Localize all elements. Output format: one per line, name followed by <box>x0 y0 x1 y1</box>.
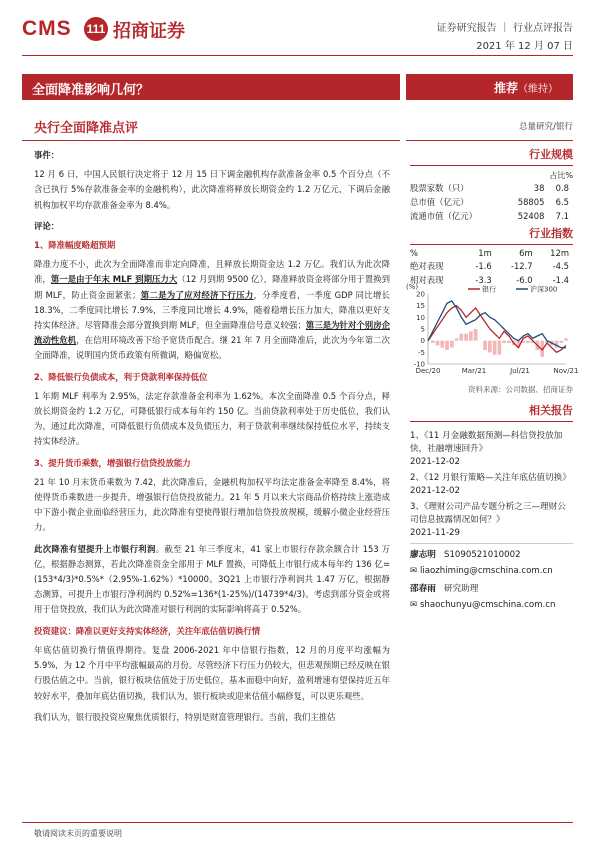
related-reports-box <box>410 402 573 543</box>
section-3-text: 21 年 10 月末货币乘数为 7.42，此次降准后，金融机构加权平均法定准备金率降至 8.4%，将使得货币乘数进一步提升，增强银行信贷投放能力。21 年 5 月以来大宗商品价格持续上涨造成中下游小微企业面临经营压力，此次降准有望使得银行增加信贷投放规模，缓解小微企业经营压力。 <box>34 476 390 533</box>
industry-index-box <box>410 225 573 287</box>
bar <box>493 341 497 355</box>
rating-note: （维持） <box>518 84 559 95</box>
index-chart <box>404 280 579 380</box>
rating: 推荐 <box>494 81 519 95</box>
analyst-email[interactable]: shaochunyu@cmschina.com.cn <box>419 600 556 610</box>
bar <box>474 329 478 341</box>
related-title: 相关报告 <box>529 404 573 417</box>
bar <box>459 334 463 341</box>
section-1-title: 1、降准幅度略超预期 <box>34 240 116 251</box>
main-body <box>34 146 390 731</box>
bar <box>498 341 502 355</box>
bar <box>483 341 487 350</box>
investment-text: 年底估值切换行情值得期待。复盘 2006-2021 年中信银行指数，12 月的月度平均涨幅为 5.9%，为 12 个月中平均涨幅最高的月份。尽管经济下行压力仍较大，但悲观预期已经反映在银行股估值之中。当前，银行板块估值处于历史低位，基本面稳中向好，盈利增速有望保持近五年较好水平，叠加年底估值切换，我们认为，银行板块或迎来估值小幅修复，可以更乐观些。 <box>34 644 390 701</box>
bar <box>445 341 449 350</box>
y-tick-label: 15 <box>416 302 425 311</box>
table-row: 绝对表现 -1.6 -12.7 -4.5 <box>410 261 569 271</box>
bar <box>464 334 468 341</box>
table-row: 总市值（亿元） 58805 6.5 <box>410 197 569 207</box>
bar <box>440 341 444 348</box>
analyst-email[interactable]: liaozhiming@cmschina.com.cn <box>419 566 553 576</box>
y-tick-label: 5 <box>420 325 425 334</box>
x-tick-label: Mar/21 <box>461 367 487 375</box>
bar <box>502 341 506 343</box>
industry-scale-box <box>410 146 573 223</box>
header-divider <box>22 55 573 56</box>
analyst-name: 廖志明 <box>410 550 436 560</box>
bar <box>559 341 563 343</box>
y-tick-label: 20 <box>416 290 425 299</box>
list-item[interactable]: 3、《理财公司产品专题分析之三—理财公司信息披露情况如何？》 2021-11-29 <box>410 502 566 538</box>
report-title: 全面降准影响几何？ <box>32 83 150 98</box>
chart-source: 资料来源：公司数据、招商证券 <box>468 385 573 394</box>
analyst-box <box>410 543 573 610</box>
bar <box>436 341 440 346</box>
bar <box>507 341 511 343</box>
section-1-text: 降准力度不小，此次为全面降准而非定向降准，且释放长期资金达 1.2 万亿。我们认为此次降准，第一是由于年末 MLF 到期压力大（12 月到期 9500 亿），降准释放资金将部分用于置换到期 MLF，防止资金面紧张；第二是为了应对经济下行压力，分季度看，一季度 GDP 同比增长 18.3%，二季度同比增长 7.9%，三季度同比增长 4.9%，随着稳增长压力加大，降准以更好支持实体经济。尽管降准会部分置换到期 MLF，但全面降准信号意义较强；第三是为针对个别房企流动性危机，在信用环境改善下给予宽货币配合。继 21 年 7 月全面降准后，此次为今年第二次全面降准，说明国内货币政策有所微调，略偏宽松。 <box>34 259 391 361</box>
analyst-id: S1090521010002 <box>444 550 521 560</box>
logo-badge-icon: 111 <box>84 17 108 41</box>
list-item[interactable]: 1、《11 月金融数据预测—科信贷投放加快，社融增速回升》 2021-12-02 <box>410 431 563 467</box>
title-bar <box>22 74 400 100</box>
scale-title: 行业规模 <box>529 148 573 161</box>
x-tick-label: Nov/21 <box>553 367 579 375</box>
analyst-role: 研究助理 <box>444 584 479 594</box>
scale-unit: 占比% <box>549 171 573 180</box>
footer-divider <box>22 822 573 823</box>
bar <box>526 341 530 343</box>
section-2-title: 2、降低银行负债成本，利于贷款利率保持低位 <box>34 371 208 382</box>
x-tick-label: Jul/21 <box>510 367 530 375</box>
footer-disclaimer: 敬请阅读末页的重要说明 <box>34 829 122 838</box>
bar <box>431 341 435 343</box>
report-category: 总量研究/银行 <box>519 122 573 132</box>
bar <box>455 338 459 340</box>
y-tick-label: -10 <box>413 360 425 369</box>
investment-title: 投资建议：降准以更好支持实体经济，关注年底估值切换行情 <box>34 625 261 636</box>
report-date: 2021 年 12 月 07 日 <box>476 41 573 52</box>
y-tick-label: 10 <box>416 313 425 322</box>
table-row: 流通市值（亿元） 52408 7.1 <box>410 211 569 221</box>
closing-text: 我们认为，银行股投资应聚焦优质银行，特别是财富管理银行。当前，我们主推估 <box>34 711 336 722</box>
subtitle-divider-left <box>22 140 400 141</box>
subtitle-divider-right <box>406 140 573 141</box>
email-icon: ✉ <box>410 600 418 610</box>
logo-cms: CMS <box>22 17 72 40</box>
legend-label: 银行 <box>482 285 496 294</box>
section-2-text: 1 年期 MLF 利率为 2.95%，法定存款准备金利率为 1.62%。本次全面降准 0.5 个百分点，释放长期资金约 1.2 万亿，可降低银行成本每年约 150 亿。当前贷款利率处于历史低位，我们认为，通过此次降准，可降低银行负债成本及负债压力，利于贷款利率继续保持低位水平，持续支持实体经济。 <box>34 390 390 447</box>
bar <box>450 341 454 348</box>
event-text: 12 月 6 日，中国人民银行决定将于 12 月 15 日下调金融机构存款准备金率 0.5 个百分点（不含已执行 5%存款准备金率的金融机构），此次降准将释放长期资金约 1.2 万亿元，下调后金融机构加权平均存款准备金率为 8.4%。 <box>34 169 390 210</box>
index-title: 行业指数 <box>529 227 573 240</box>
y-tick-label: 0 <box>420 337 425 346</box>
table-header: % 1m 6m 12m <box>410 248 569 258</box>
analyst-name: 邵春雨 <box>410 584 436 594</box>
section-3-title: 3、提升货币乘数，增强银行信贷投放能力 <box>34 457 191 468</box>
table-row: 股票家数（只） 38 0.8 <box>410 183 569 193</box>
list-item[interactable]: 2、《12 月银行策略—关注年底估值切换》 2021-12-02 <box>410 473 571 496</box>
section-4-text: 此次降准有望提升上市银行利润。截至 21 年三季度末，41 家上市银行存款余额合计 153 万亿，根据静态测算，若此次降准资金全部用于 MLF 置换，可降低上市银行成本每年约 136 亿=(153*4/3)*0.5%*（2.95%-1.62%）*10000。3Q21 上市银行净利润共 1.47 万亿，根据静态测算，可提升上市银行净利润约 0.52%=136*(1-25%)/(14739*4/3)。考虑到部分资金或将用于信贷投放，我们认为此次降准对银行利润的实际影响将高于 0.52%。 <box>34 543 391 615</box>
report-subtitle: 央行全面降准点评 <box>34 121 139 136</box>
table-row: 相对表现 -3.3 -6.0 -1.4 <box>410 275 569 285</box>
bar <box>469 331 473 340</box>
related-list <box>410 430 573 540</box>
scale-table <box>410 181 573 223</box>
legend-label: 沪深300 <box>530 285 558 294</box>
y-unit-label: (%) <box>406 283 419 291</box>
x-tick-label: Dec/20 <box>415 367 441 375</box>
bar <box>488 341 492 353</box>
email-icon: ✉ <box>410 566 418 576</box>
rating-bar <box>406 74 573 100</box>
logo-chinese: 招商证券 <box>113 21 185 42</box>
report-type: 证券研究报告 ｜ 行业点评报告 <box>436 23 573 34</box>
y-tick-label: -5 <box>418 348 425 357</box>
bar <box>564 338 568 340</box>
event-label: 事件： <box>34 150 60 160</box>
comment-label: 评论： <box>34 220 60 231</box>
